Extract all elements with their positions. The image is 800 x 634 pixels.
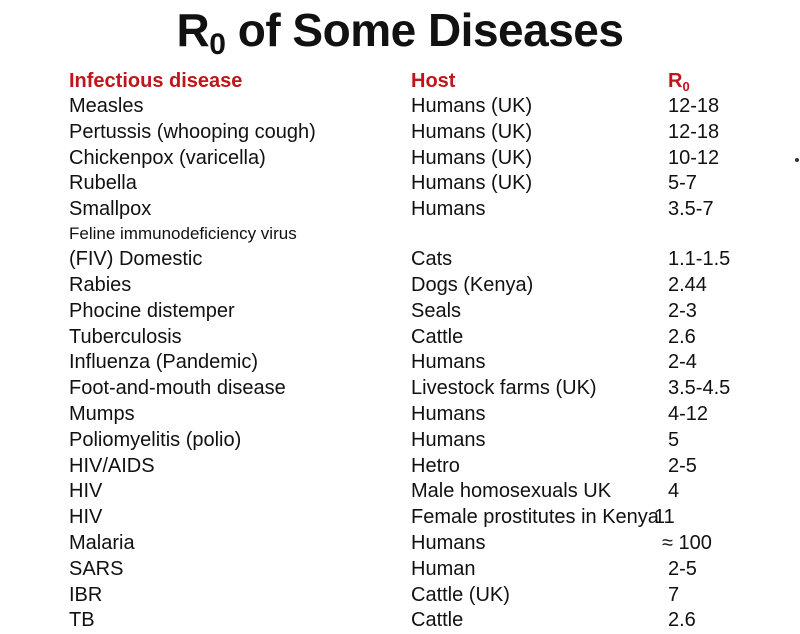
table-row [0,608,800,634]
table-row [0,583,800,609]
r0-cell: 4-12 [668,402,709,425]
host-cell: Cats [411,247,453,270]
r0-cell: 2-5 [668,454,697,477]
r0-cell: 11 [654,506,675,529]
disease-cell: Smallpox [69,198,152,221]
table-row [0,428,800,454]
disease-cell: Phocine distemper [69,299,235,322]
host-cell: Humans (UK) [411,120,533,143]
table-row [0,325,800,351]
host-cell: Humans [411,198,486,221]
table-row [0,479,800,505]
disease-cell: Foot-and-mouth disease [69,377,286,400]
host-cell: Humans (UK) [411,172,533,195]
host-cell: Humans [411,402,486,425]
r0-cell: 3.5-7 [668,198,714,221]
r0-cell: 2-3 [668,299,697,322]
disease-cell: Rubella [69,172,137,195]
disease-cell: HIV [69,506,103,529]
r0-cell: 5-7 [668,172,697,195]
table-row [0,557,800,583]
r0-cell: 2.6 [668,609,696,632]
host-cell: Seals [411,299,462,322]
disease-cell: (FIV) Domestic [69,247,203,270]
title-r: R [176,4,210,56]
disease-cell: Feline immunodeficiency virus [69,223,297,243]
host-cell: Cattle [411,325,464,348]
disease-cell: HIV/AIDS [69,454,155,477]
disease-cell: IBR [69,583,103,606]
r0-cell: 2-5 [668,557,697,580]
host-cell: Humans (UK) [411,95,533,117]
table-header [0,68,800,94]
table-row [0,299,800,325]
header-disease: Infectious disease [69,70,243,92]
r0-cell: 4 [668,480,680,503]
table-row [0,454,800,480]
header-host: Host [411,70,456,92]
table-row [0,350,800,376]
table-row [0,245,800,273]
host-cell: Dogs (Kenya) [411,273,534,296]
r0-cell: 2-4 [668,351,697,374]
disease-cell: Malaria [69,531,135,554]
disease-cell: Poliomyelitis (polio) [69,428,242,451]
host-cell: Humans [411,351,486,374]
disease-cell: Measles [69,95,144,117]
disease-cell: Rabies [69,273,132,296]
disease-cell: TB [69,609,95,632]
host-cell: Cattle (UK) [411,583,510,606]
r0-cell: ≈ 100 [662,531,712,554]
header-r0-sub: 0 [682,79,690,94]
host-cell: Human [411,557,476,580]
disease-cell: Mumps [69,402,135,425]
r0-cell: 2.44 [668,273,707,296]
table-row [0,146,800,172]
host-cell: Hetro [411,454,460,477]
disease-cell: SARS [69,557,124,580]
host-cell: Male homosexuals UK [411,480,612,503]
disease-cell: Influenza (Pandemic) [69,351,258,374]
r0-cell: 5 [668,428,680,451]
table-row [0,273,800,299]
r0-cell: 3.5-4.5 [668,377,731,400]
title-rest: of Some Diseases [225,4,624,56]
table-row [0,531,800,557]
table-row [0,223,800,245]
title-subscript: 0 [209,28,226,61]
table-row [0,197,800,223]
disease-table [0,94,800,634]
stray-dot [795,158,799,162]
r0-cell: 7 [668,583,680,606]
host-cell: Female prostitutes in Kenya [411,506,659,529]
disease-cell: Tuberculosis [69,325,182,348]
table-row [0,171,800,197]
header-r0-main: R [668,70,683,92]
table-row [0,94,800,120]
page-title [0,2,800,61]
host-cell: Humans (UK) [411,146,533,169]
table-row [0,376,800,402]
host-cell: Livestock farms (UK) [411,377,597,400]
host-cell: Cattle [411,609,464,632]
r0-cell: 12-18 [668,120,720,143]
r0-cell: 1.1-1.5 [668,247,731,270]
r0-cell: 2.6 [668,325,696,348]
header-r0 [668,68,690,94]
host-cell: Humans [411,428,486,451]
disease-cell: Pertussis (whooping cough) [69,120,316,143]
table-row [0,120,800,146]
table-row [0,402,800,428]
host-cell: Humans [411,531,486,554]
disease-cell: Chickenpox (varicella) [69,146,266,169]
r0-cell: 12-18 [668,95,720,117]
r0-cell: 10-12 [668,146,720,169]
disease-cell: HIV [69,480,103,503]
table-row [0,505,800,531]
